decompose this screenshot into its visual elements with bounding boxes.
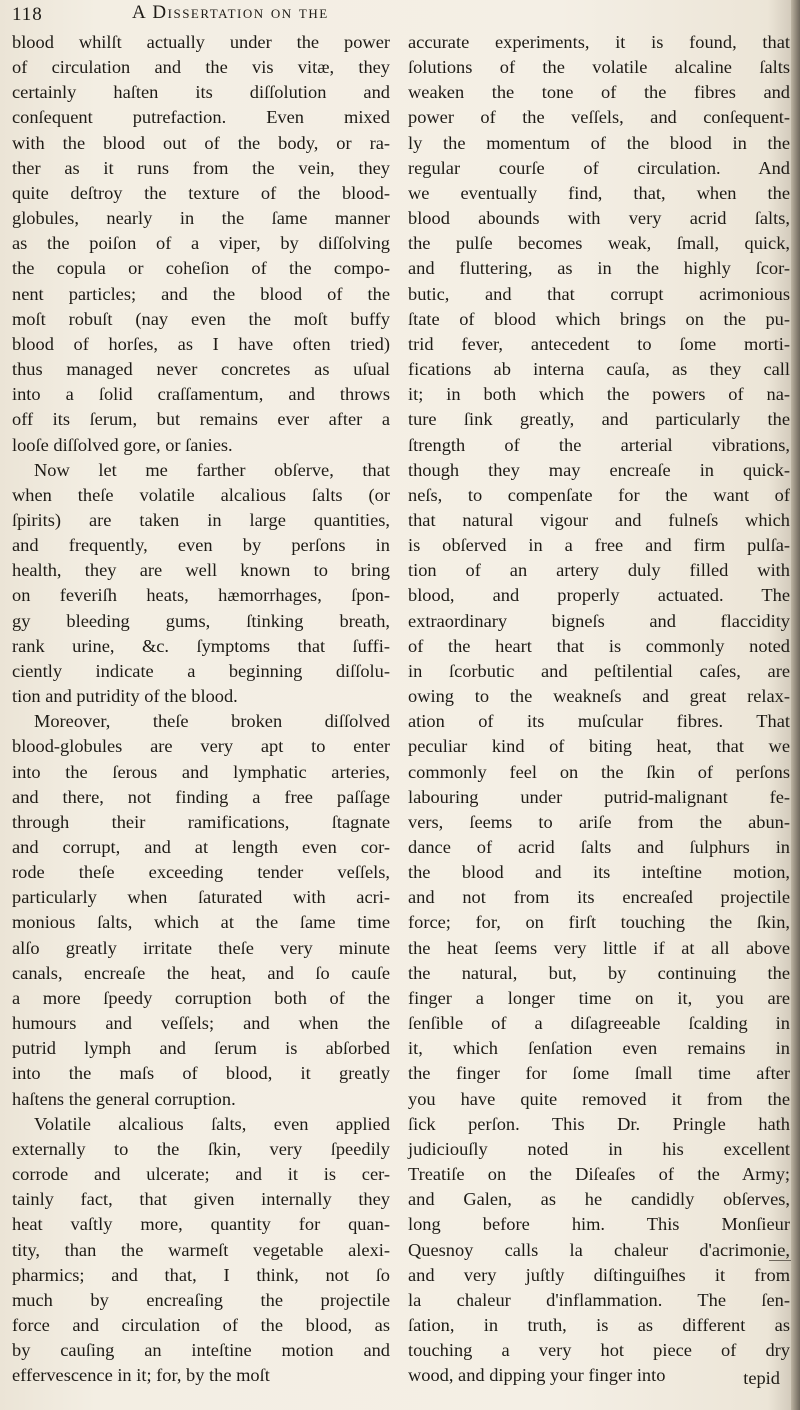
text-line: rode theſe exceeding tender veſſels, bbox=[12, 862, 390, 883]
text-line: thus managed never concretes as uſual bbox=[12, 359, 390, 380]
text-line: quite deſtroy the texture of the blood- bbox=[12, 182, 390, 203]
text-line: particularly when ſaturated with acri- bbox=[12, 887, 390, 908]
text-line: ſolutions of the volatile alcaline ſalts bbox=[408, 57, 790, 78]
text-line: the natural, but, by continuing the bbox=[408, 962, 790, 983]
text-line: with the blood out of the body, or ra- bbox=[12, 132, 390, 153]
text-line: regular courſe of circulation. And bbox=[408, 157, 790, 178]
text-line: as the poiſon of a viper, by diſſolving bbox=[12, 233, 390, 254]
text-line: Quesnoy calls la chaleur d'acrimonie, bbox=[408, 1239, 790, 1260]
text-line: through their ramifications, ſtagnate bbox=[12, 811, 390, 832]
text-line: alſo greatly irritate theſe very minute bbox=[12, 937, 390, 958]
text-line: into the ſerous and lymphatic arteries, bbox=[12, 761, 390, 782]
text-line: and Galen, as he candidly obſerves, bbox=[408, 1189, 790, 1210]
text-line: tion of an artery duly filled with bbox=[408, 560, 790, 581]
text-line: conſequent putrefaction. Even mixed bbox=[12, 107, 390, 128]
left-column bbox=[12, 30, 390, 1388]
text-line: ſtrength of the arterial vibrations, bbox=[408, 434, 790, 455]
text-line: ſick perſon. This Dr. Pringle hath bbox=[408, 1113, 790, 1134]
text-line: Treatiſe on the Diſeaſes of the Army; bbox=[408, 1164, 790, 1185]
text-line: accurate experiments, it is found, that bbox=[408, 32, 790, 52]
text-line: weaken the tone of the fibres and bbox=[408, 82, 790, 103]
text-line: owing to the weakneſs and great relax- bbox=[408, 686, 790, 707]
text-line: it; in both which the powers of na- bbox=[408, 384, 790, 405]
text-line: blood abounds with very acrid ſalts, bbox=[408, 208, 790, 229]
text-line: commonly feel on the ſkin of perſons bbox=[408, 761, 790, 782]
text-line: the heat ſeems very little if at all above bbox=[408, 937, 790, 958]
text-line: ther as it runs from the vein, they bbox=[12, 157, 390, 178]
text-line: a more ſpeedy corruption both of the bbox=[12, 987, 390, 1008]
text-line: Now let me farther obſerve, that bbox=[34, 459, 390, 480]
running-title: A Dissertation on the bbox=[132, 2, 329, 23]
right-column bbox=[408, 30, 790, 1388]
text-line: la chaleur d'inflammation. The ſen- bbox=[408, 1289, 790, 1310]
text-line: ly the momentum of the blood in the bbox=[408, 132, 790, 153]
text-line: globules, nearly in the ſame manner bbox=[12, 208, 390, 229]
text-line: blood of horſes, as I have often tried) bbox=[12, 333, 390, 354]
text-line: humours and veſſels; and when the bbox=[12, 1013, 390, 1034]
text-line: force and circulation of the blood, as bbox=[12, 1314, 390, 1335]
text-line: canals, encreaſe the heat, and ſo cauſe bbox=[12, 962, 390, 983]
text-line: of the heart that is commonly noted bbox=[408, 635, 790, 656]
text-line: the copula or coheſion of the compo- bbox=[12, 258, 390, 279]
text-line: in ſcorbutic and peſtilential caſes, are bbox=[408, 660, 790, 681]
text-line: and frequently, even by perſons in bbox=[12, 535, 390, 556]
text-line: ſenſible of a diſagreeable ſcalding in bbox=[408, 1013, 790, 1034]
text-line: ation of its muſcular fibres. That bbox=[408, 711, 790, 732]
text-line: into the maſs of blood, it greatly bbox=[12, 1063, 390, 1084]
text-line: off its ſerum, but remains ever after a bbox=[12, 409, 390, 430]
text-line: blood-globules are very apt to enter bbox=[12, 736, 390, 757]
text-line: of circulation and the vis vitæ, they bbox=[12, 57, 390, 78]
text-line: looſe diſſolved gore, or ſanies. bbox=[12, 434, 233, 455]
text-line: power of the veſſels, and conſequent- bbox=[408, 107, 790, 128]
text-line: dance of acrid ſalts and ſulphurs in bbox=[408, 837, 790, 857]
text-line: extraordinary bigneſs and flaccidity bbox=[408, 610, 790, 631]
text-line: the pulſe becomes weak, ſmall, quick, bbox=[408, 233, 790, 254]
running-head bbox=[12, 2, 772, 30]
text-line: long before him. This Monſieur bbox=[408, 1214, 790, 1235]
text-line: ſpirits) are taken in large quantities, bbox=[12, 509, 390, 530]
text-line: ſtate of blood which brings on the pu- bbox=[408, 308, 790, 329]
text-line: the finger for ſome ſmall time after bbox=[408, 1063, 790, 1084]
text-line: tity, than the warmeſt vegetable alexi- bbox=[12, 1239, 390, 1260]
text-line: tion and putridity of the blood. bbox=[12, 686, 238, 707]
text-line: wood, and dipping your finger into bbox=[408, 1365, 666, 1386]
text-line: externally to the ſkin, very ſpeedily bbox=[12, 1138, 390, 1159]
text-line: and very juſtly diſtinguiſhes it from bbox=[408, 1264, 790, 1285]
text-line: ciently indicate a beginning diſſolu- bbox=[12, 660, 390, 681]
text-line: when theſe volatile alcalious ſalts (or bbox=[12, 484, 390, 505]
text-line: though they may encreaſe in quick- bbox=[408, 459, 790, 480]
text-line: the blood and its inteſtine motion, bbox=[408, 862, 790, 883]
text-line: into a ſolid craſſamentum, and throws bbox=[12, 384, 390, 405]
page-edge bbox=[791, 0, 800, 1410]
text-line: that natural vigour and fulneſs which bbox=[408, 509, 790, 530]
text-line: finger a longer time on it, you are bbox=[408, 987, 790, 1008]
text-line: tainly fact, that given internally they bbox=[12, 1189, 390, 1210]
text-line: we eventually find, that, when the bbox=[408, 182, 790, 203]
text-line: you have quite removed it from the bbox=[408, 1088, 790, 1109]
text-line: blood whilſt actually under the power bbox=[12, 32, 390, 52]
text-line: nent particles; and the blood of the bbox=[12, 283, 390, 304]
text-line: fications ab interna cauſa, as they call bbox=[408, 359, 790, 380]
text-line: ture ſink greatly, and particularly the bbox=[408, 409, 790, 430]
text-line: health, they are well known to bring bbox=[12, 560, 390, 581]
text-line: peculiar kind of biting heat, that we bbox=[408, 736, 790, 757]
text-line: much by encreaſing the projectile bbox=[12, 1289, 390, 1310]
text-line: vers, ſeems to ariſe from the abun- bbox=[408, 811, 790, 832]
text-line: blood, and properly actuated. The bbox=[408, 585, 790, 606]
text-line: is obſerved in a free and firm pulſa- bbox=[408, 535, 790, 556]
text-line: pharmics; and that, I think, not ſo bbox=[12, 1264, 390, 1285]
text-line: haſtens the general corruption. bbox=[12, 1088, 236, 1109]
text-line: labouring under putrid-malignant fe- bbox=[408, 786, 790, 807]
text-line: force; for, on firſt touching the ſkin, bbox=[408, 912, 790, 933]
text-line: Moreover, theſe broken diſſolved bbox=[34, 711, 390, 732]
text-line: butic, and that corrupt acrimonious bbox=[408, 283, 790, 304]
text-line: monious ſalts, which at the ſame time bbox=[12, 912, 390, 933]
text-line: by cauſing an inteſtine motion and bbox=[12, 1340, 390, 1361]
text-line: gy bleeding gums, ſtinking breath, bbox=[12, 610, 390, 631]
text-line: and not from its encreaſed projectile bbox=[408, 887, 790, 908]
text-line: neſs, to compenſate for the want of bbox=[408, 484, 790, 505]
catchword: tepid bbox=[743, 1368, 780, 1388]
text-line: Volatile alcalious ſalts, even applied bbox=[34, 1113, 390, 1134]
text-line: heat vaſtly more, quantity for quan- bbox=[12, 1214, 390, 1235]
text-line: certainly haſten its diſſolution and bbox=[12, 82, 390, 103]
text-line: ſation, in truth, is as different as bbox=[408, 1314, 790, 1335]
text-line: trid fever, antecedent to ſome morti- bbox=[408, 333, 790, 354]
text-line: putrid lymph and ſerum is abſorbed bbox=[12, 1038, 390, 1059]
text-line: and corrupt, and at length even cor- bbox=[12, 837, 390, 857]
text-line: and fluttering, as in the highly ſcor- bbox=[408, 258, 790, 279]
text-line: corrode and ulcerate; and it is cer- bbox=[12, 1164, 390, 1185]
text-line: it, which ſenſation even remains in bbox=[408, 1038, 790, 1059]
text-line: on feveriſh heats, hæmorrhages, ſpon- bbox=[12, 585, 390, 606]
text-line: moſt robuſt (nay even the moſt buffy bbox=[12, 308, 390, 329]
text-line: rank urine, &c. ſymptoms that ſuffi- bbox=[12, 635, 390, 656]
text-line: effervescence in it; for, by the moſt bbox=[12, 1365, 270, 1386]
text-line: touching a very hot piece of dry bbox=[408, 1340, 790, 1361]
page-number: 118 bbox=[12, 4, 43, 25]
text-line: and there, not finding a free paſſage bbox=[12, 786, 390, 807]
text-line: judiciouſly noted in his excellent bbox=[408, 1138, 790, 1159]
